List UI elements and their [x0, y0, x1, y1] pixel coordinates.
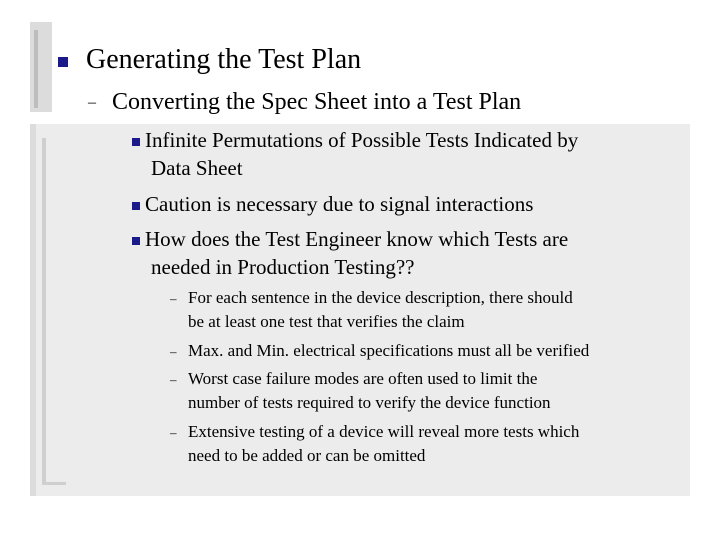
subpoint-text: For each sentence in the device description, there should	[188, 288, 573, 307]
dash-bullet-icon: –	[170, 425, 177, 440]
subpoint-1	[170, 288, 177, 308]
dash-bullet-icon: –	[88, 94, 96, 112]
dash-bullet-icon: –	[170, 372, 177, 387]
panel-bottom-line	[42, 482, 66, 485]
frame-bar-top-inner	[34, 30, 38, 108]
panel-inner-line	[42, 138, 46, 484]
square-bullet-icon	[58, 57, 68, 67]
point-text: Data Sheet	[151, 156, 243, 180]
point-text: needed in Production Testing??	[151, 255, 415, 279]
square-bullet-icon	[132, 138, 140, 146]
subpoint-text: Worst case failure modes are often used to limit the	[188, 369, 538, 388]
point-2	[132, 192, 533, 217]
subpoint-4	[170, 422, 177, 442]
point-3-cont	[151, 255, 415, 280]
dash-bullet-icon: –	[170, 344, 177, 359]
point-text: How does the Test Engineer know which Tests are	[145, 227, 569, 251]
point-text: Infinite Permutations of Possible Tests Indicated by	[145, 128, 579, 152]
subpoint-text: number of tests required to verify the device function	[188, 393, 551, 412]
square-bullet-icon	[132, 202, 140, 210]
slide-subtitle: Converting the Spec Sheet into a Test Plan	[112, 89, 522, 115]
dash-bullet-icon: –	[170, 291, 177, 306]
point-1-cont	[151, 156, 243, 181]
subpoint-3-cont	[188, 393, 551, 413]
subpoint-1-cont	[188, 312, 465, 332]
subpoint-text: Extensive testing of a device will reveal more tests which	[188, 422, 580, 441]
slide-title: Generating the Test Plan	[86, 44, 362, 75]
point-3	[132, 227, 568, 252]
subpoint-text: Max. and Min. electrical specifications must all be verified	[188, 341, 590, 360]
subpoint-2	[170, 341, 177, 361]
subpoint-1-text	[188, 288, 573, 308]
subpoint-3	[170, 369, 177, 389]
panel-edge	[30, 124, 36, 496]
subpoint-text: be at least one test that verifies the claim	[188, 312, 465, 331]
subpoint-2-text	[188, 341, 589, 361]
subpoint-text: need to be added or can be omitted	[188, 446, 426, 465]
point-1	[132, 128, 578, 153]
subpoint-4-text	[188, 422, 579, 442]
point-text: Caution is necessary due to signal interactions	[145, 192, 534, 216]
subtitle-row	[88, 89, 521, 116]
square-bullet-icon	[132, 237, 140, 245]
title-row	[58, 44, 361, 76]
subpoint-3-text	[188, 369, 537, 389]
subpoint-4-cont	[188, 446, 425, 466]
